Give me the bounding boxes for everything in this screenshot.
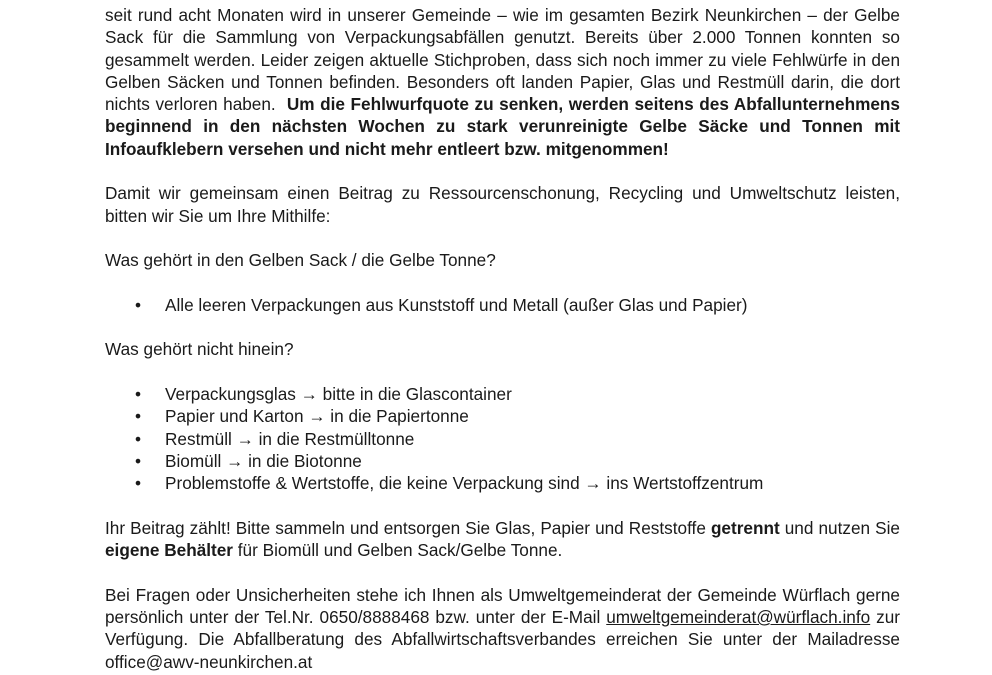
contact-paragraph <box>105 584 900 673</box>
bullet-icon: • <box>135 384 142 405</box>
contribution-text: Ihr Beitrag zählt! Bitte sammeln und entsorgen Sie Glas, Papier und Reststoffe <box>105 517 711 538</box>
bullet-icon: • <box>135 294 142 315</box>
list-item-text: Problemstoffe & Wertstoffe, die keine Verpackung sind → ins Wertstoffzentrum <box>165 473 764 494</box>
list-item <box>105 405 900 427</box>
document-page <box>105 4 900 673</box>
list-item <box>105 450 900 472</box>
list-item <box>105 383 900 405</box>
bullet-icon: • <box>135 428 142 449</box>
question-in: Was gehört in den Gelben Sack / die Gelbe Tonne? <box>105 250 496 271</box>
intro-bold-notice: Um die Fehlwurfquote zu senken, werden seitens des Abfallunternehmens beginnend in den nächsten Wochen zu stark verunreinigte Gelbe Säcke und Tonnen mit Infoaufklebern versehen und nicht mehr entleert bzw. mitgenommen! <box>105 94 900 159</box>
appeal-paragraph: Damit wir gemeinsam einen Beitrag zu Ressourcenschonung, Recycling und Umweltschutz leisten, bitten wir Sie um Ihre Mithilfe: <box>105 183 900 226</box>
bullet-icon: • <box>135 406 142 427</box>
list-item <box>105 472 900 494</box>
list-in <box>105 294 900 316</box>
contribution-text: für Biomüll und Gelben Sack/Gelbe Tonne. <box>233 540 563 561</box>
list-item-text: Restmüll → in die Restmülltonne <box>165 428 415 449</box>
contribution-bold-containers: eigene Behälter <box>105 540 233 561</box>
list-item-text: Biomüll → in die Biotonne <box>165 450 362 471</box>
list-item-text: Alle leeren Verpackungen aus Kunststoff und Metall (außer Glas und Papier) <box>165 294 748 315</box>
list-item <box>105 294 900 316</box>
contribution-text: und nutzen Sie <box>779 517 900 538</box>
email-link-awv[interactable]: office@awv-neunkirchen.at <box>105 651 313 672</box>
contact-text: zur Verfügung. Die Abfallberatung des Abfallwirtschaftsverbandes erreichen Sie unter der Mailadresse <box>105 607 901 650</box>
list-item <box>105 428 900 450</box>
question-out: Was gehört nicht hinein? <box>105 339 294 360</box>
list-item-text: Papier und Karton → in die Papiertonne <box>165 406 469 427</box>
bullet-icon: • <box>135 473 142 494</box>
bullet-icon: • <box>135 450 142 471</box>
intro-paragraph <box>105 4 900 160</box>
list-item-text: Verpackungsglas → bitte in die Glascontainer <box>165 384 512 405</box>
list-out <box>105 383 900 494</box>
email-link[interactable]: umweltgemeinderat@würflach.info <box>606 607 871 628</box>
contribution-paragraph <box>105 517 900 562</box>
contact-text: Bei Fragen oder Unsicherheiten stehe ich Ihnen als Umweltgemeinderat der Gemeinde Würflach gerne persönlich unter der Tel.Nr. 0650/8888468 bzw. unter der E-Mail <box>105 584 900 628</box>
intro-text: seit rund acht Monaten wird in unserer Gemeinde – wie im gesamten Bezirk Neunkirchen – der Gelbe Sack für die Sammlung von Verpackungsabfällen genutzt. Bereits über 2.000 Tonnen konnten so gesammelt werden. Leider zeigen aktuelle Stichproben, dass sich noch immer zu viele Fehlwürfe in den Gelben Säcken und Tonnen befinden. Besonders oft landen Papier, Glas und Restmüll darin, die dort nichts verloren haben. <box>105 5 900 115</box>
contribution-bold-separate: getrennt <box>710 517 780 538</box>
